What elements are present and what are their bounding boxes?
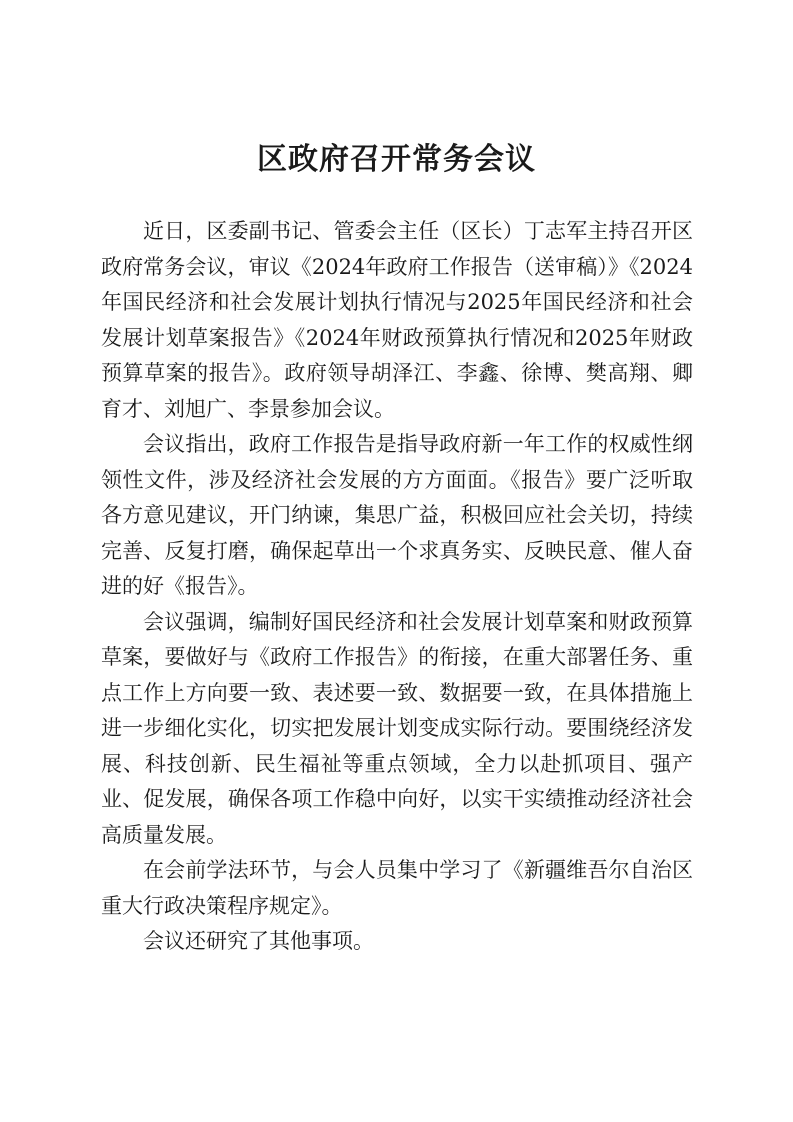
paragraph-law-study: 在会前学法环节，与会人员集中学习了《新疆维吾尔自治区重大行政决策程序规定》。 xyxy=(101,858,693,918)
paragraph-meeting-emphasized: 会议强调，编制好国民经济和社会发展计划草案和财政预算草案，要做好与《政府工作报告》的衔接，在重大部署任务、重点工作上方向要一致、表述要一致、数据要一致，在具体措施上进一步细化实化，切实把发展计划变成实际行动。要围绕经济发展、科技创新、民生福祉等重点领域，全力以赴抓项目、强产业、促发展，确保各项工作稳中向好，以实干实绩推动经济社会高质量发展。 xyxy=(101,609,693,847)
document-title: 区政府召开常务会议 xyxy=(257,142,536,177)
paragraph-meeting-summary: 近日，区委副书记、管委会主任（区长）丁志军主持召开区政府常务会议，审议《2024年政府工作报告（送审稿）》《2024年国民经济和社会发展计划执行情况与2025年国民经济和社会发展计划草案报告》《2024年财政预算执行情况和2025年财政预算草案的报告》。政府领导胡泽江、李鑫、徐博、樊高翔、卿育才、刘旭广、李景参加会议。 xyxy=(101,219,693,421)
paragraph-meeting-pointed-out: 会议指出，政府工作报告是指导政府新一年工作的权威性纲领性文件，涉及经济社会发展的方方面面。《报告》要广泛听取各方意见建议，开门纳谏，集思广益，积极回应社会关切，持续完善、反复打磨，确保起草出一个求真务实、反映民意、催人奋进的好《报告》。 xyxy=(101,432,693,598)
document-body xyxy=(101,214,693,960)
paragraph-other-matters: 会议还研究了其他事项。 xyxy=(143,929,374,953)
